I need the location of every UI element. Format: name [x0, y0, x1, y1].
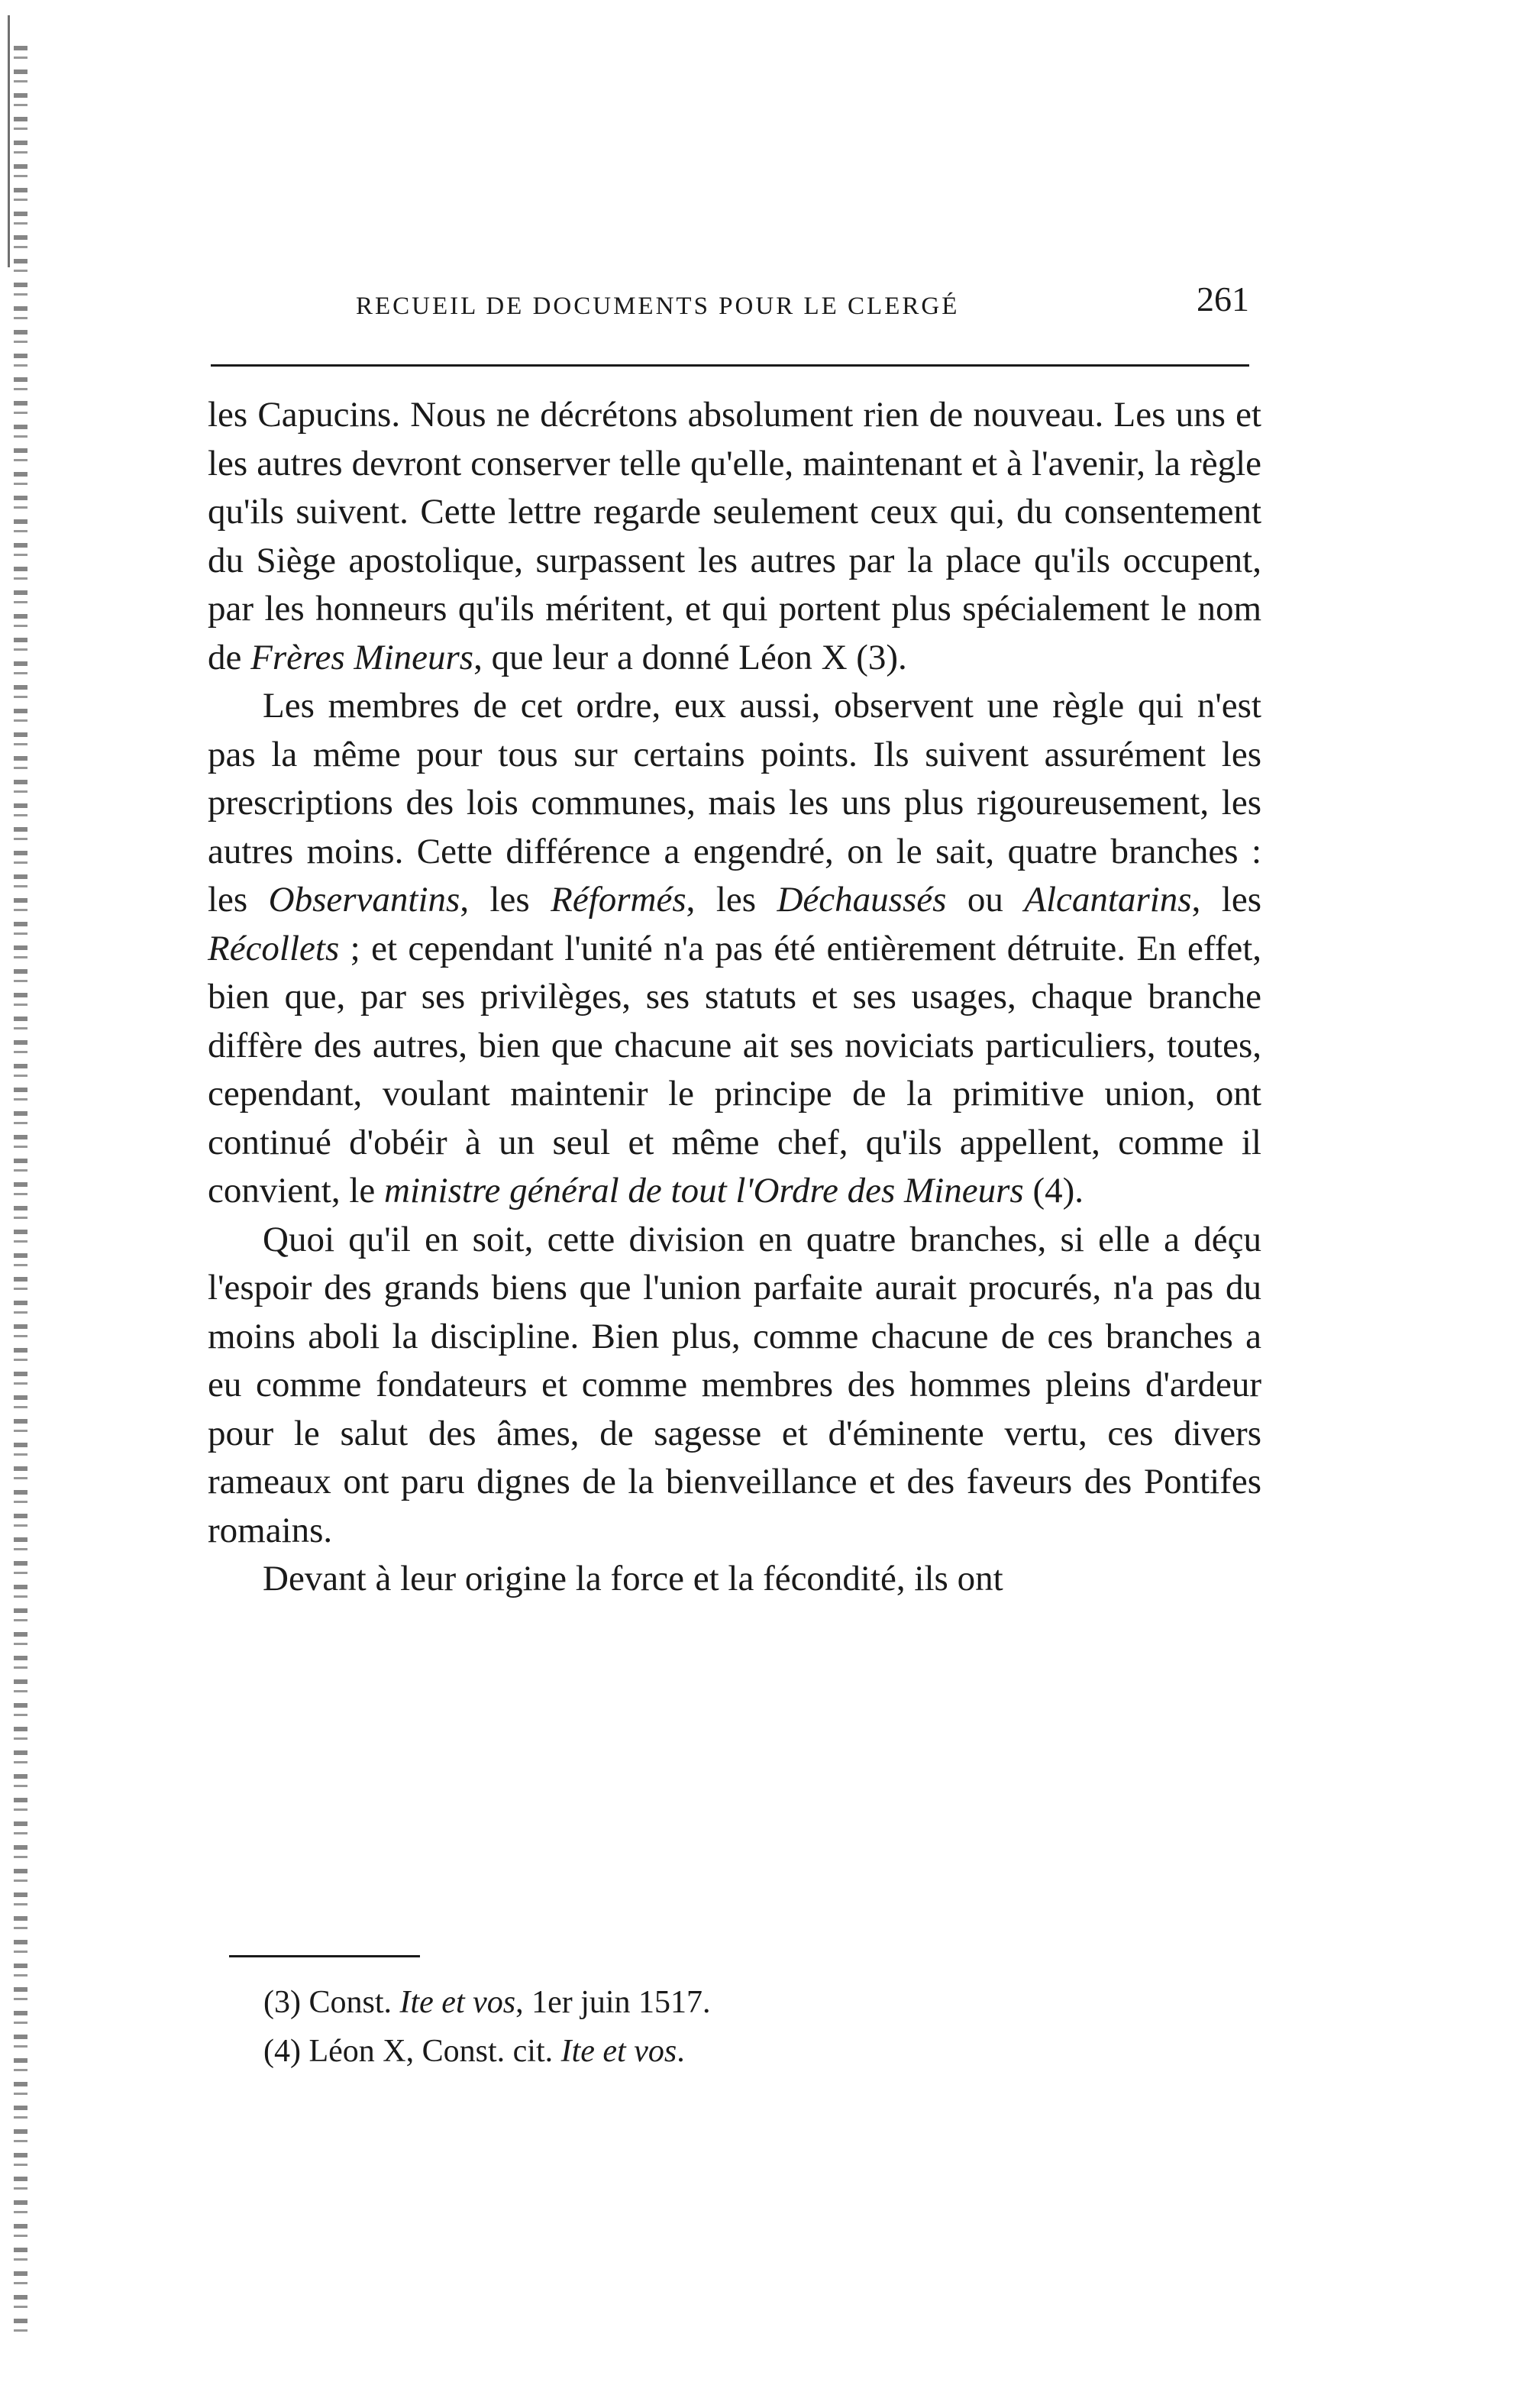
- italic-term: Observantins: [268, 880, 460, 920]
- paragraph-3: [208, 1216, 1261, 1556]
- page-number: 261: [1197, 280, 1249, 318]
- paragraph-2: [208, 682, 1261, 1216]
- text-run: , les: [1191, 880, 1261, 920]
- text-run: , les: [686, 880, 777, 920]
- italic-term: Déchaussés: [777, 880, 947, 920]
- text-run: Les membres de cet ordre, eux aussi, observent une règle qui n'est pas la même pour tous sur certains points. Ils suivent assurément les prescriptions des lois communes, mais les uns plus rigoureusement, les autres moins. Cette différence a engendré, on le sait, quatre branches : les: [208, 686, 1261, 920]
- italic-term: Ite et vos: [560, 2034, 677, 2069]
- text-run: (4) Léon X, Const. cit.: [263, 2034, 561, 2069]
- text-run: Quoi qu'il en soit, cette division en quatre branches, si elle a déçu l'espoir des grands biens que l'union parfaite aurait procurés, n'a pas du moins aboli la discipline. Bien plus, comme chacune de ces branches a eu comme fondateurs et comme membres des hommes pleins d'ardeur pour le salut des âmes, de sagesse et d'éminente vertu, ces divers rameaux ont paru dignes de la bienveillance et des faveurs des Pontifes romains.: [208, 1219, 1261, 1550]
- text-run: , que leur a donné Léon X (3).: [473, 637, 907, 677]
- paragraph-1: [208, 391, 1261, 682]
- italic-term: Frères Mineurs: [250, 637, 474, 677]
- running-head: RECUEIL DE DOCUMENTS POUR LE CLERGÉ: [356, 293, 960, 320]
- footnote-rule: [229, 1955, 420, 1957]
- footnote-4: [263, 2027, 1180, 2076]
- text-run: ou: [946, 880, 1025, 920]
- paragraph-4: [208, 1555, 1261, 1604]
- page-header: [211, 279, 1265, 332]
- text-run: les Capucins. Nous ne décrétons absolument rien de nouveau. Les uns et les autres devront conserver telle qu'elle, maintenant et à l'avenir, la règle qu'ils suivent. Cette lettre regarde seulement ceux qui, du consentement du Siège apostolique, surpassent les autres par la place qu'ils occupent, par les honneurs qu'ils méritent, et qui portent plus spécialement le nom de: [208, 395, 1261, 677]
- text-run: , 1er juin 1517.: [515, 1985, 711, 2020]
- italic-term: Réformés: [551, 880, 686, 920]
- scan-binding-edge: [8, 15, 10, 267]
- text-run: Devant à leur origine la force et la fécondité, ils ont: [263, 1559, 1003, 1598]
- footnote-3: [263, 1978, 1180, 2027]
- text-run: (3) Const.: [263, 1985, 400, 2020]
- text-run: , les: [460, 880, 551, 920]
- header-rule: [211, 364, 1249, 367]
- text-run: (4).: [1023, 1171, 1084, 1210]
- italic-term: ministre général de tout l'Ordre des Mineurs: [384, 1171, 1024, 1210]
- text-run: .: [677, 2034, 685, 2069]
- italic-term: Récollets: [208, 928, 340, 968]
- footnotes: [263, 1978, 1180, 2076]
- scan-binding-shadow: [14, 46, 27, 2337]
- italic-term: Ite et vos: [399, 1985, 516, 2020]
- body-text: [208, 391, 1261, 1604]
- italic-term: Alcantarins: [1024, 880, 1192, 920]
- text-run: ; et cependant l'unité n'a pas été entièrement détruite. En effet, bien que, par ses privilèges, ses statuts et ses usages, chaque branche diffère des autres, bien que chacune ait ses noviciats particuliers, toutes, cependant, voulant maintenir le principe de la primitive union, ont continué d'obéir à un seul et même chef, qu'ils appellent, comme il convient, le: [208, 928, 1261, 1210]
